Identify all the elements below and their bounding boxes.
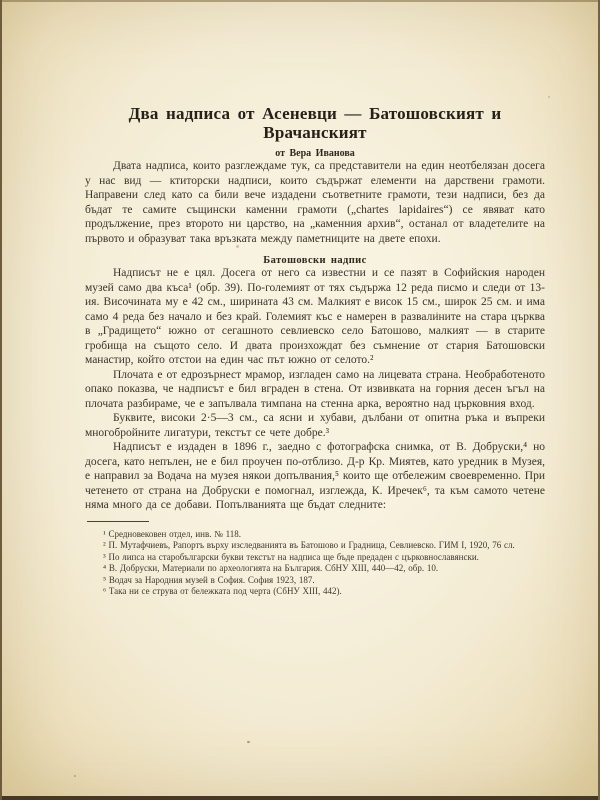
body-paragraph: Плочата е от едрозърнест мрамор, изгладен само на лицевата страна. Необработеното опако показва, че надписът е бил вграден в стена. От извивката на горния десен ъгъл на плочата разбираме, че е запълвала тимпана на стенна арка, вероятно над църковния вход. xyxy=(85,368,545,410)
byline: от Вера Иванова xyxy=(275,148,355,159)
paper-speck xyxy=(548,96,550,98)
section-heading: Батошовски надпис xyxy=(263,255,367,266)
article-title: Два надписа от Асеневци — Батошовският и Врачанският xyxy=(128,104,502,142)
paper-speck xyxy=(247,741,250,743)
intro-paragraph: Двата надписа, които разглеждаме тук, са представители на един неотбелязан досега у нас вид — ктиторски надписи, които съдържат елементи на дарствени грамоти. Направени след като са били вече издадени съответните грамоти, тези надписи, без да бъдат те самите същински каменни грамоти („chartes lapidaires“) се явяват като продължение, през второто ни царство, на „каменния архив“, останал от владетелите на първото и образуват така връзката между паметниците на двете епохи. xyxy=(85,160,545,245)
footnote: ² П. Мутафчиевъ, Рапортъ върху изследванията въ Батошово и Градница, Севлиевско. ГИМ I, 1920, 76 сл. xyxy=(103,540,515,550)
footnote-separator xyxy=(87,521,149,522)
footnote: ¹ Средновековен отдел, инв. № 118. xyxy=(103,528,241,539)
footnote: ⁴ В. Добруски, Материали по археологията на България. СбНУ XIII, 440—42, обр. 10. xyxy=(103,563,439,573)
footnotes-block xyxy=(71,529,549,598)
body-paragraph: Надписът е издаден в 1896 г., заедно с фотографска снимка, от В. Добруски,⁴ но досега, като непълен, не е бил проучен по-отблизо. Д-р Кр. Миятев, като уредник в Музея, е направил за Водача на музея някои допълвания,⁵ които ще отбележим своевременно. При четенето от страна на Добруски е помогнал, изглежда, К. Иречек⁶, та към самото четене няма много да се добави. Попълванията ще бъдат следните: xyxy=(85,441,545,511)
footnote: ⁶ Така ни се струва от бележката под черта (СбНУ XIII, 442). xyxy=(103,586,342,596)
paper-speck xyxy=(74,775,76,777)
footnote: ⁵ Водач за Народния музей в София. София 1923, 187. xyxy=(103,574,315,585)
body-paragraph: Буквите, високи 2·5—3 см., са ясни и хубави, дълбани от опитна ръка и въпреки многобройните лигатури, текстът се чете добре.³ xyxy=(85,412,545,439)
text-column xyxy=(85,104,545,598)
body-paragraph: Надписът не е цял. Досега от него са известни и се пазят в Софийския народен музей само два къса¹ (обр. 39). По-големият от тях съдържа 12 реда писмо и следи от 13-ия. Височината му е 42 см., ширината 43 см. Малкият е висок 15 см., широк 25 см. и има само 4 реда без начало и без край. Големият къс е намерен в развалините на стара църква в „Градището“ южно от сегашното севлиевско село Батошово, малкият — в старите гробища на същото село. И двата произхождат без съмнение от стария Батошовски манастир, който отстои на един час път южно от селото.² xyxy=(85,267,545,366)
footnote: ³ По липса на старобългарски букви текстът на надписа ще бъде предаден с църковнославянски. xyxy=(103,551,479,562)
